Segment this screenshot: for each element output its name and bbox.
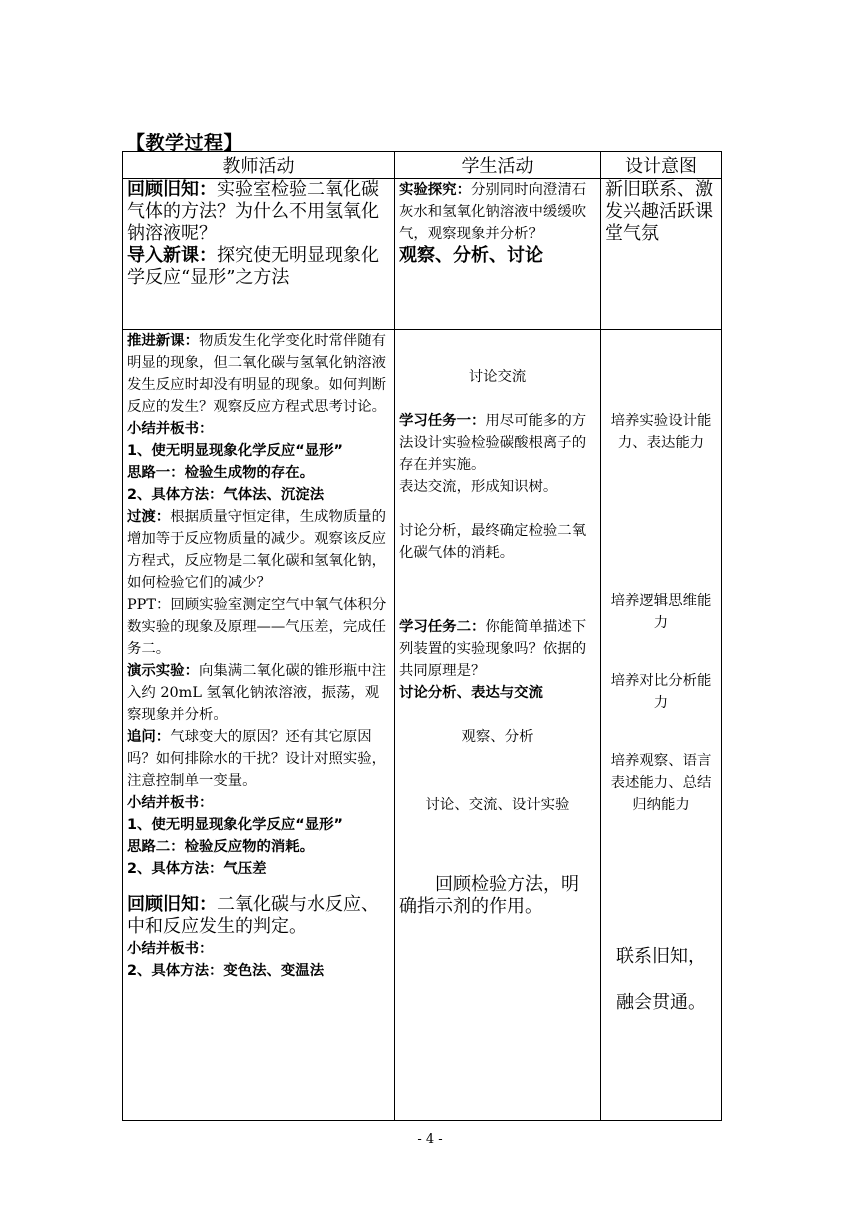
transition-label: 过渡： (127, 509, 171, 525)
intent-text: 培养对比分析能力 (610, 673, 712, 711)
review-label: 回顾旧知： (127, 179, 217, 200)
table-row (123, 330, 722, 1121)
task2-label: 学习任务二： (399, 619, 486, 635)
teaching-process-table (122, 151, 722, 1121)
demo-label: 演示实验： (127, 663, 199, 679)
task2-paragraph (399, 616, 596, 682)
task2-text: 你能简单描述下列装置的实验现象吗？依据的共同原理是？ (399, 619, 587, 679)
intent-text: 融会贯通。 (616, 992, 706, 1013)
summary-line: 1、使无明显现象化学反应“显形” (127, 817, 344, 833)
discuss-text: 讨论交流 (468, 369, 527, 385)
task2-bold: 讨论分析、表达与交流 (399, 685, 543, 701)
review-method-text: 回顾检验方法，明确指示剂的作用。 (399, 874, 579, 917)
review-old-label: 回顾旧知： (127, 894, 217, 915)
section-heading: 【教学过程】 (126, 132, 244, 154)
task1-text: 用尽可能多的方法设计实验检验碳酸根离子的存在并实施。 (399, 413, 587, 473)
intro-label: 导入新课： (127, 245, 217, 266)
task1-paragraph (399, 410, 596, 476)
summary-title: 小结并板书： (127, 795, 214, 811)
analysis-text: 讨论分析，最终确定检验二氧化碳气体的消耗。 (399, 523, 587, 561)
ppt-paragraph: PPT：回顾实验室测定空气中氧气体积分数实验的现象及原理——气压差，完成任务二。 (127, 597, 387, 657)
ask-label: 追问： (127, 729, 171, 745)
intent-text: 联系旧知， (616, 946, 706, 967)
experiment-label: 实验探究： (399, 182, 471, 198)
summary-line: 2、具体方法：气体法、沉淀法 (127, 487, 325, 503)
new-lesson-paragraph (127, 330, 390, 418)
summary-line: 1、使无明显现象化学反应“显形” (127, 443, 344, 459)
summary-line: 2、具体方法：气压差 (127, 861, 267, 877)
teacher-cell-intro (123, 179, 395, 330)
student-cell-main (395, 330, 601, 1121)
summary-title: 小结并板书： (127, 421, 214, 437)
review-text: 实验室检验二氧化碳气体的方法？为什么不用氢氧化钠溶液呢？ (127, 179, 379, 244)
intent-cell-main (601, 330, 722, 1121)
task1-extra: 表达交流，形成知识树。 (399, 479, 558, 495)
page-number: - 4 - (417, 1132, 443, 1147)
summary-line: 思路二：检验反应物的消耗。 (127, 839, 315, 855)
review-old-text: 二氧化碳与水反应、中和反应发生的判定。 (127, 894, 379, 937)
review-old-paragraph (127, 894, 390, 938)
header-design-intent: 设计意图 (601, 152, 722, 179)
transition-paragraph (127, 506, 390, 594)
table-row (123, 179, 722, 330)
task1-label: 学习任务一： (399, 413, 486, 429)
ask-paragraph (127, 726, 390, 792)
intent-text: 培养实验设计能力、表达能力 (610, 413, 712, 451)
intro-paragraph (127, 245, 390, 289)
intent-text: 新旧联系、激发兴趣活跃课堂气氛 (605, 179, 713, 244)
intent-text: 培养观察、语言表述能力、总结归纳能力 (610, 753, 712, 813)
new-lesson-text: 物质发生化学变化时常伴随有明显的现象，但二氧化碳与氢氧化钠溶液发生反应时却没有明显的现象。如何判断反应的发生？观察反应方程式思考讨论。 (127, 333, 387, 415)
intro-text: 探究使无明显现象化学反应“显形”之方法 (127, 245, 379, 288)
observe-discuss: 观察、分析、讨论 (399, 245, 543, 266)
summary-line: 思路一：检验生成物的存在。 (127, 465, 315, 481)
demo-text: 向集满二氧化碳的锥形瓶中注入约 20mL 氢氧化钠浓溶液，振荡，观察现象并分析。 (127, 663, 387, 723)
task1-block (399, 410, 596, 498)
header-teacher-activity: 教师活动 (123, 152, 395, 179)
experiment-text: 分别同时向澄清石灰水和氢氧化钠溶液中缓缓吹气，观察现象并分析？ (399, 182, 587, 242)
header-student-activity: 学生活动 (395, 152, 601, 179)
student-cell-intro (395, 179, 601, 330)
summary-title: 小结并板书： (127, 941, 214, 957)
intent-text: 培养逻辑思维能力 (610, 593, 712, 631)
transition-text: 根据质量守恒定律，生成物质量的增加等于反应物质量的减少。观察该反应方程式，反应物是二氧化碳和氢氧化钠，如何检验它们的减少？ (127, 509, 387, 591)
new-lesson-label: 推进新课： (127, 333, 199, 349)
ask-text: 气球变大的原因？还有其它原因吗？如何排除水的干扰？设计对照实验，注意控制单一变量。 (127, 729, 387, 789)
review-paragraph (127, 179, 390, 245)
design-text: 讨论、交流、设计实验 (425, 797, 570, 813)
task2-block (399, 616, 596, 704)
summary-line: 2、具体方法：变色法、变温法 (127, 963, 325, 979)
demo-paragraph (127, 660, 390, 726)
intent-cell-intro (601, 179, 722, 330)
table-header-row (123, 152, 722, 179)
experiment-paragraph (399, 179, 596, 245)
observe-text: 观察、分析 (461, 729, 534, 745)
teacher-cell-main (123, 330, 395, 1121)
